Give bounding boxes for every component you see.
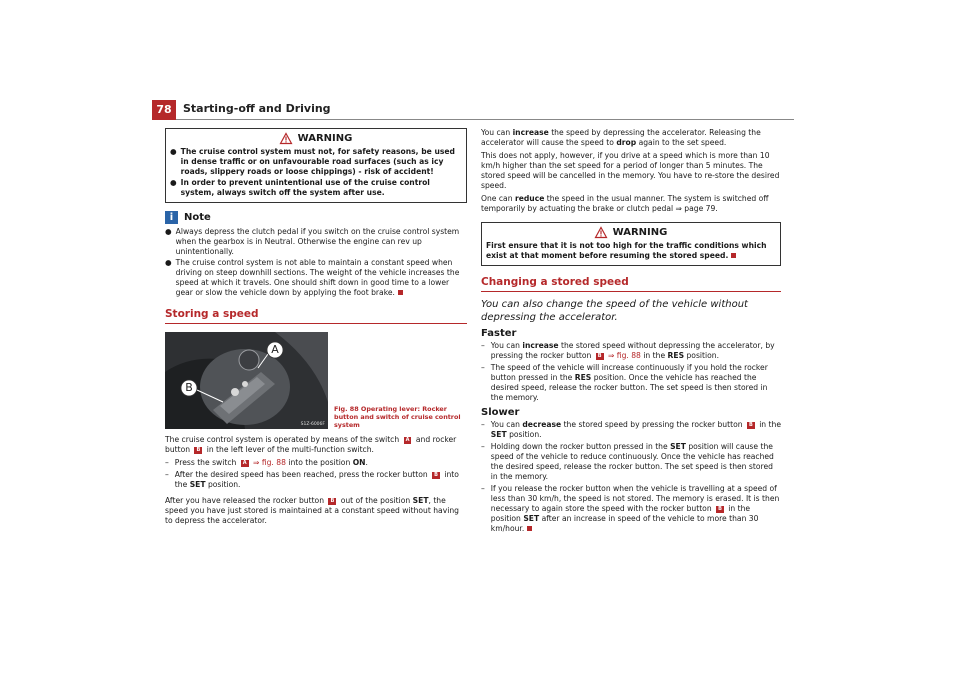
text: After the desired speed has been reached, press the rocker button (174, 470, 428, 479)
warning-triangle-icon (280, 133, 292, 144)
tag-b: B (434, 472, 438, 478)
subheading-slower: Slower (481, 407, 520, 418)
tag-b: B (748, 422, 753, 428)
step-dash: – (481, 484, 485, 493)
figure-label-a: A (271, 343, 279, 356)
text: Press the switch (174, 458, 237, 467)
info-icon: i (165, 211, 178, 224)
step-dash: – (481, 363, 485, 372)
paragraph: This does not apply, however, if you drive at a speed which is more than 10 km/h higher than the set speed for a period of longer than 5 minutes. The stored speed will be cancelled in the memory. You have to re-store the desired speed. (481, 151, 780, 190)
note-bullet-text (176, 258, 467, 298)
text: into the (174, 470, 459, 489)
warning-bullet (170, 178, 462, 198)
figure-caption: Fig. 88 Operating lever: Rocker button and switch of cruise control system (334, 405, 461, 429)
emphasis: increase (512, 128, 549, 137)
step-dash: – (481, 420, 485, 429)
emphasis: reduce (514, 194, 545, 203)
step-text (175, 470, 467, 490)
text: The speed of the vehicle will increase continuously if you hold the rocker button pressed in the (490, 363, 768, 382)
note-bullet (165, 258, 467, 298)
emphasis: increase (522, 341, 559, 350)
text: Holding down the rocker button pressed in the (490, 442, 668, 451)
tag-b: B (718, 506, 722, 512)
figure-label-b: B (185, 381, 193, 394)
warning-heading (170, 133, 462, 144)
position-set: SET (412, 496, 429, 505)
note-bullet-body: The cruise control system is not able to maintain a constant speed when driving on steep downhill sections. The weight of the vehicle increases the speed at which it travels. One should shift down in good time to a lower gear or slow the vehicle down by applying the foot brake. (175, 258, 460, 297)
tag-b: B (330, 498, 335, 504)
tag-a: A (405, 437, 410, 443)
warning-text (486, 241, 776, 261)
left-column (165, 128, 467, 529)
section-intro: You can also change the speed of the vehicle without depressing the accelerator. (481, 299, 748, 323)
figure-88 (165, 332, 467, 429)
section-title-changing-speed: Changing a stored speed (481, 276, 781, 292)
steering-lever-photo (165, 332, 328, 429)
step-item (165, 458, 467, 468)
step-text (491, 442, 781, 482)
text: position. (686, 351, 719, 360)
paragraph (481, 128, 781, 148)
bullet-dot-icon: ● (170, 178, 177, 187)
warning-bullet-text: The cruise control system must not, for safety reasons, be used in dense traffic or on unfavourable road surfaces (such as icy roads, slippery roads or loose chippings) - risk of accident! (180, 147, 455, 176)
position-res: RES (667, 351, 685, 360)
text: the stored speed by pressing the rocker button (563, 420, 743, 429)
step-text (491, 484, 781, 534)
emphasis: drop (616, 138, 637, 147)
figure-code: S1Z-6006F (300, 422, 325, 427)
text: out of the position (340, 496, 411, 505)
step-item (165, 470, 467, 490)
step-item (481, 363, 781, 403)
note-heading (165, 211, 467, 224)
warning-label: WARNING (297, 133, 353, 144)
header-rule (176, 119, 794, 120)
text: position. Once the vehicle has reached the desired speed, release the rocker button. The set speed is then stored in the memory. (490, 373, 768, 402)
step-text (491, 341, 781, 361)
bullet-dot-icon: ● (170, 147, 177, 156)
end-of-section-mark (527, 526, 532, 531)
bullet-dot-icon: ● (165, 227, 172, 236)
text: After you have released the rocker button (165, 496, 325, 505)
text: into the position (288, 458, 351, 467)
text: in the left lever of the multi-function switch. (206, 445, 374, 454)
text: If you release the rocker button when the vehicle is travelling at a speed of less than 30 km/h, the speed is not stored. The memory is erased. It is then necessary to again store the speed with the rocker button (490, 484, 780, 513)
page-number: 78 (152, 100, 176, 120)
text: The cruise control system is operated by means of the switch (165, 435, 400, 444)
position-set: SET (490, 430, 507, 439)
warning-bullet-text: In order to prevent unintentional use of the cruise control system, always switch off the system after use. (180, 178, 430, 197)
text: the speed in the usual manner. The system is switched off temporarily by actuating the brake or clutch pedal (481, 194, 769, 213)
end-of-section-mark (731, 253, 736, 258)
step-item (481, 341, 781, 361)
paragraph (165, 496, 467, 526)
position-set: SET (189, 480, 206, 489)
warning-body: First ensure that it is not too high for the traffic conditions which exist at that moment before resuming the stored speed. (486, 241, 767, 260)
text: the speed by depressing the accelerator. Releasing the accelerator will cause the speed to (481, 128, 761, 147)
step-dash: – (481, 442, 485, 451)
position-set: SET (670, 442, 686, 451)
text: You can (481, 128, 511, 137)
figure-reference-link[interactable]: ⇒ fig. 88 (253, 458, 286, 467)
text: , the speed you have just stored is maintained at a constant speed without having to depress the accelerator. (165, 496, 459, 525)
step-item (481, 420, 781, 440)
text: and rocker button (165, 435, 457, 454)
text: position will cause the speed of the vehicle to reduce continuously. Once the vehicle has reached the desired speed, release the rocker button. The set speed is then stored in the memory. (490, 442, 774, 481)
text: in the (643, 351, 666, 360)
note-bullet (165, 227, 467, 257)
warning-box (165, 128, 467, 203)
text: the stored speed without depressing the accelerator, by pressing the rocker button (490, 341, 775, 360)
text: . (365, 458, 368, 467)
paragraph (481, 194, 781, 214)
text: One can (481, 194, 513, 203)
warning-box (481, 222, 781, 266)
tag-b: B (597, 353, 602, 359)
position-set: SET (523, 514, 540, 523)
warning-label: WARNING (612, 227, 668, 238)
emphasis: decrease (522, 420, 562, 429)
tag-a: A (242, 460, 247, 466)
step-item (481, 442, 781, 482)
position-on: ON (352, 458, 366, 467)
figure-reference-link[interactable]: ⇒ fig. 88 (608, 351, 641, 360)
step-dash: – (481, 341, 485, 350)
subheading-faster: Faster (481, 328, 517, 339)
note-label: Note (184, 212, 211, 223)
text: in the position (490, 504, 751, 523)
paragraph (165, 435, 467, 455)
tag-b: B (196, 447, 201, 453)
section-title-storing-speed: Storing a speed (165, 308, 467, 324)
text: position. (207, 480, 241, 489)
step-text (491, 420, 781, 440)
text: position. (509, 430, 542, 439)
text: You can (490, 341, 520, 350)
end-of-section-mark (398, 290, 403, 295)
right-column (481, 128, 781, 536)
page-reference-link[interactable]: ⇒ page 79. (675, 204, 718, 213)
text: after an increase in speed of the vehicle to more than 30 km/hour. (490, 514, 759, 533)
warning-bullet (170, 147, 462, 177)
position-res: RES (574, 373, 592, 382)
note-bullet-text: Always depress the clutch pedal if you switch on the cruise control system when the gearbox is in Neutral. Otherwise the engine can rev up unintentionally. (175, 227, 460, 256)
warning-triangle-icon (595, 227, 607, 238)
warning-heading (486, 227, 776, 238)
step-dash: – (165, 470, 169, 479)
bullet-dot-icon: ● (165, 258, 172, 267)
step-item (481, 484, 781, 534)
step-dash: – (165, 458, 169, 467)
step-text (175, 458, 368, 468)
page-header-title: Starting-off and Driving (183, 102, 331, 115)
text: You can (490, 420, 520, 429)
text: again to the set speed. (638, 138, 727, 147)
step-text (491, 363, 781, 403)
text: in the (759, 420, 781, 429)
